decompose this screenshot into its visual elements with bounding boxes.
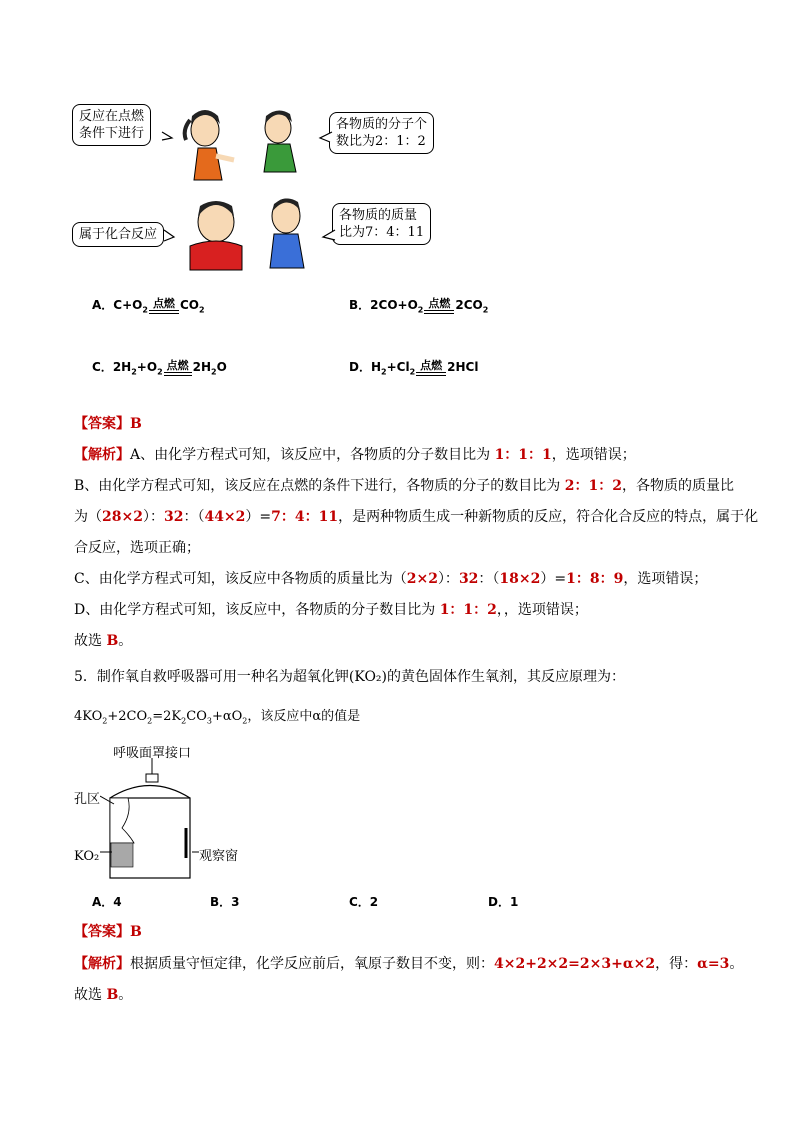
apparatus-drawing bbox=[100, 758, 200, 880]
q4-analysis-a: 【解析】A、由化学方程式可知，该反应中，各物质的分子数目比为 1：1：1，选项错误； bbox=[74, 447, 636, 463]
q5-option-c: C．2 bbox=[349, 895, 379, 909]
q4-analysis-b-line3: 合反应，选项正确； bbox=[74, 540, 200, 556]
q5-option-a: A．4 bbox=[92, 895, 122, 909]
q5-stem: 5．制作氧自救呼吸器可用一种名为超氧化钾(KO₂)的黄色固体作生氧剂，其反应原理为： bbox=[74, 669, 626, 685]
speech-bubble-molecule-ratio: 各物质的分子个 数比为2：1：2 bbox=[329, 112, 434, 154]
q5-equation: $4KO_2+2CO_2=2K_2CO_3+\alpha O_2$，该反应中α的值是 bbox=[74, 709, 361, 726]
q5-analysis: 【解析】根据质量守恒定律，化学反应前后，氧原子数目不变，则：4×2+2×2=2×3+α×2，得：α=3。 bbox=[74, 956, 744, 972]
option-a: A．$C+O_2$ 点燃 $CO_2$ bbox=[92, 297, 205, 315]
speech-bubble-condition: 反应在点燃 条件下进行 bbox=[72, 104, 151, 146]
q5-conclusion: 故选 B。 bbox=[74, 987, 133, 1003]
q4-answer: 【答案】B bbox=[74, 416, 142, 432]
q4-analysis-b-line2: 为（28×2）：32：（44×2）=7：4：11，是两种物质生成一种新物质的反应，符合化合反应的特点，属于化 bbox=[74, 509, 759, 525]
q5-answer: 【答案】B bbox=[74, 924, 142, 940]
q4-analysis-d: D、由化学方程式可知，该反应中，各物质的分子数目比为 1：1：2，，选项错误； bbox=[74, 602, 588, 618]
speech-bubble-combination: 属于化合反应 bbox=[72, 222, 164, 247]
option-d: D．$H_2+Cl_2$ 点燃 2HCl bbox=[349, 359, 479, 377]
option-c: C．$2H_2+O_2$ 点燃 $2H_2O$ bbox=[92, 359, 227, 377]
option-b: B．$2CO+O_2$ 点燃 $2CO_2$ bbox=[349, 297, 489, 315]
boy-red-shirt-icon bbox=[190, 201, 242, 270]
speech-bubble-mass-ratio: 各物质的质量 比为7：4：11 bbox=[332, 203, 431, 245]
q4-analysis-c: C、由化学方程式可知，该反应中各物质的质量比为（2×2）：32：（18×2）=1：8：9，选项错误； bbox=[74, 571, 708, 587]
boy-character-icon bbox=[264, 110, 296, 172]
q4-analysis-b-line1: B、由化学方程式可知，该反应在点燃的条件下进行，各物质的分子的数目比为 2：1：2，各物质的质量比 bbox=[74, 478, 734, 494]
q5-option-b: B．3 bbox=[210, 895, 240, 909]
q4-conclusion: 故选 B。 bbox=[74, 633, 133, 649]
q5-option-d: D．1 bbox=[488, 895, 519, 909]
boy-blue-shirt-icon bbox=[270, 198, 304, 268]
girl-character-icon bbox=[185, 110, 234, 180]
cartoon-characters bbox=[150, 100, 340, 275]
